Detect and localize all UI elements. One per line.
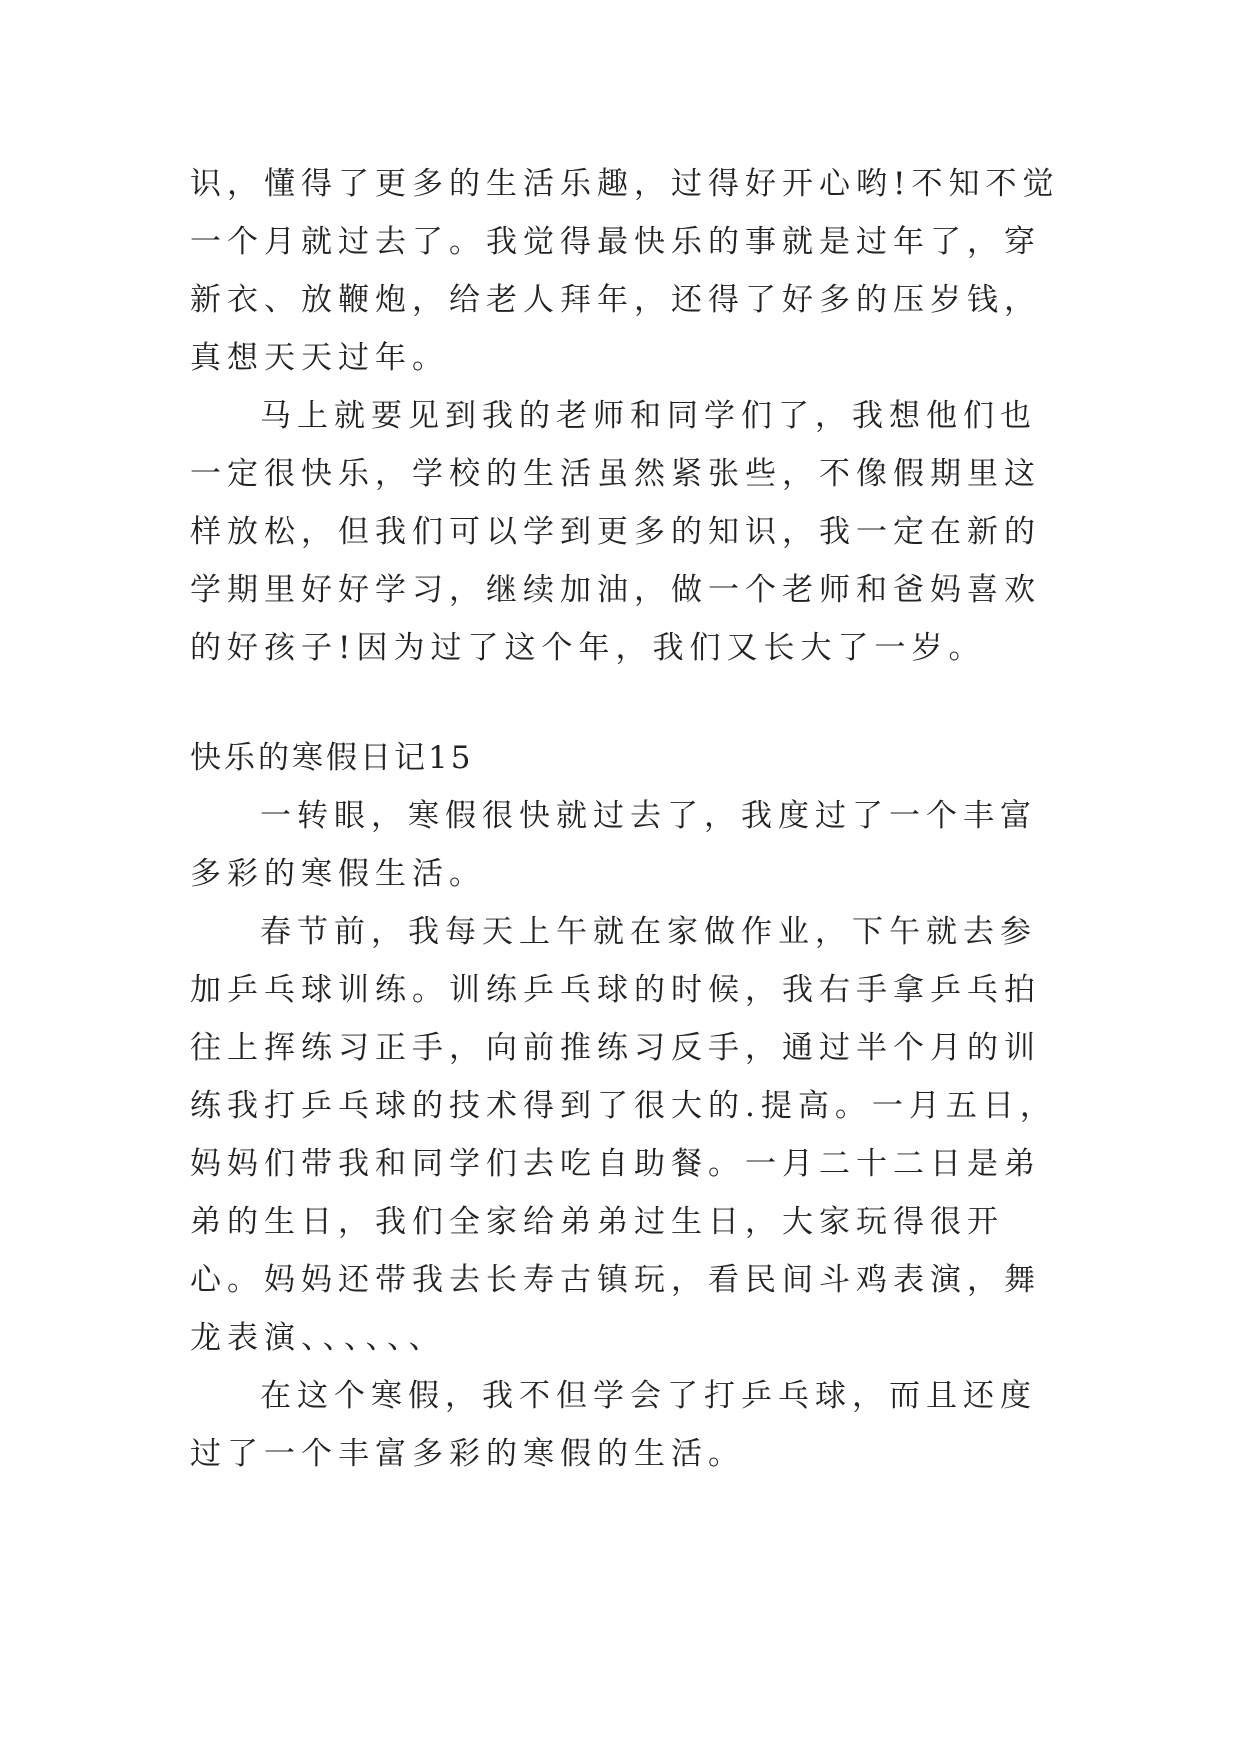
- paragraph-continued: 识，懂得了更多的生活乐趣，过得好开心哟!不知不觉一个月就过去了。我觉得最快乐的事就是过年了，穿新衣、放鞭炮，给老人拜年，还得了好多的压岁钱，真想天天过年。: [190, 166, 1060, 376]
- paragraph: 春节前，我每天上午就在家做作业，下午就去参加乒乓球训练。训练乒乓球的时候，我右手拿乒乓拍往上挥练习正手，向前推练习反手，通过半个月的训练我打乒乓球的技术得到了很大的.提高。一月五日，妈妈们带我和同学们去吃自助餐。一月二十二日是弟弟的生日，我们全家给弟弟过生日，大家玩得很开心。妈妈还带我去长寿古镇玩，看民间斗鸡表演，舞龙表演、、、、、、: [190, 914, 1057, 1356]
- section-title: 快乐的寒假日记15: [190, 740, 474, 776]
- paragraph: 一转眼，寒假很快就过去了，我度过了一个丰富多彩的寒假生活。: [190, 798, 1037, 892]
- document-body: [190, 155, 1070, 1483]
- paragraph: 在这个寒假，我不但学会了打乒乓球，而且还度过了一个丰富多彩的寒假的生活。: [190, 1378, 1037, 1472]
- paragraph: 马上就要见到我的老师和同学们了，我想他们也一定很快乐，学校的生活虽然紧张些，不像假期里这样放松，但我们可以学到更多的知识，我一定在新的学期里好好学习，继续加油，做一个老师和爸妈喜欢的好孩子!因为过了这个年，我们又长大了一岁。: [190, 398, 1041, 666]
